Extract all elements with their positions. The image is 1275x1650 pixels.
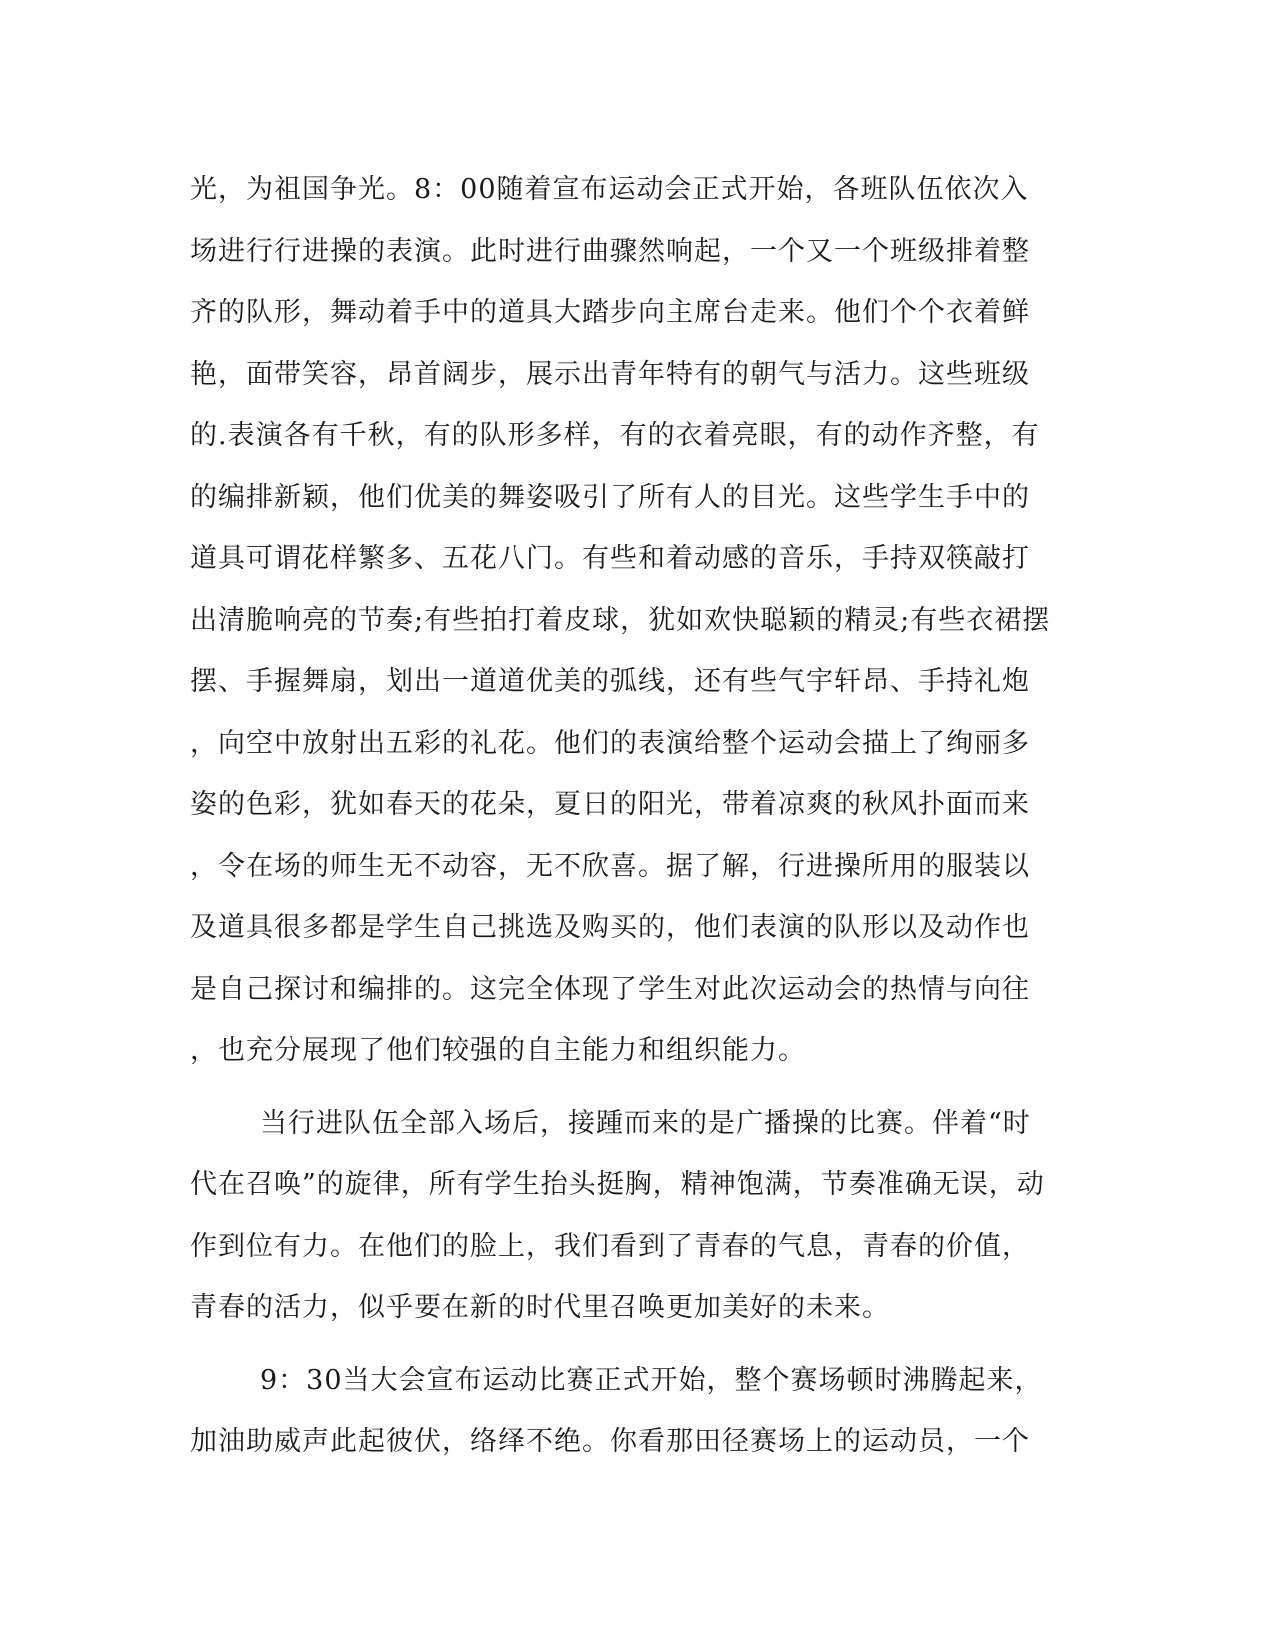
text-line: 摆、手握舞扇，划出一道道优美的弧线，还有些气宇轩昂、手持礼炮 — [190, 666, 1030, 697]
text-line: 出清脆响亮的节奏;有些拍打着皮球，犹如欢快聪颖的精灵;有些衣裙摆 — [190, 604, 1051, 636]
text-line: 代在召唤”的旋律，所有学生抬头挺胸，精神饱满，节奏准确无误，动 — [190, 1169, 1045, 1200]
text-line: ，令在场的师生无不动容，无不欣喜。据了解，行进操所用的服装以 — [190, 850, 1030, 882]
text-line: 青春的活力，似乎要在新的时代里召唤更加美好的未来。 — [190, 1292, 890, 1323]
text-line: 姿的色彩，犹如春天的花朵，夏日的阳光，带着凉爽的秋风扑面而来 — [190, 789, 1030, 820]
text-line: 的编排新颖，他们优美的舞姿吸引了所有人的目光。这些学生手中的 — [190, 481, 1030, 513]
text-line: ，也充分展现了他们较强的自主能力和组织能力。 — [190, 1035, 806, 1066]
text-line: ，向空中放射出五彩的礼花。他们的表演给整个运动会描上了绚丽多 — [190, 727, 1030, 759]
text-line: 及道具很多都是学生自己挑选及购买的，他们表演的队形以及动作也 — [190, 912, 1030, 943]
text-line: 艳，面带笑容，昂首阔步，展示出青年特有的朝气与活力。这些班级 — [190, 358, 1030, 390]
text-line: 齐的队形，舞动着手中的道具大踏步向主席台走来。他们个个衣着鲜 — [190, 297, 1030, 328]
text-line: 场进行行进操的表演。此时进行曲骤然响起，一个又一个班级排着整 — [190, 235, 1030, 267]
paragraph-start-line: 9：30当大会宣布运动比赛正式开始，整个赛场顿时沸腾起来， — [260, 1364, 1043, 1396]
text-line: 是自己探讨和编排的。这完全体现了学生对此次运动会的热情与向往 — [190, 973, 1030, 1005]
paragraph-start-line: 当行进队伍全部入场后，接踵而来的是广播操的比赛。伴着“时 — [260, 1107, 1031, 1139]
body-text — [190, 159, 1090, 1473]
text-line: 加油助威声此起彼伏，络绎不绝。你看那田径赛场上的运动员，一个 — [190, 1426, 1030, 1457]
text-line: 作到位有力。在他们的脸上，我们看到了青春的气息，青春的价值， — [190, 1230, 1030, 1262]
text-line: 的.表演各有千秋，有的队形多样，有的衣着亮眼，有的动作齐整，有 — [190, 420, 1040, 451]
text-line: 光，为祖国争光。8：00随着宣布运动会正式开始，各班队伍依次入 — [190, 174, 1029, 205]
text-line: 道具可谓花样繁多、五花八门。有些和着动感的音乐，手持双筷敲打 — [190, 543, 1030, 574]
